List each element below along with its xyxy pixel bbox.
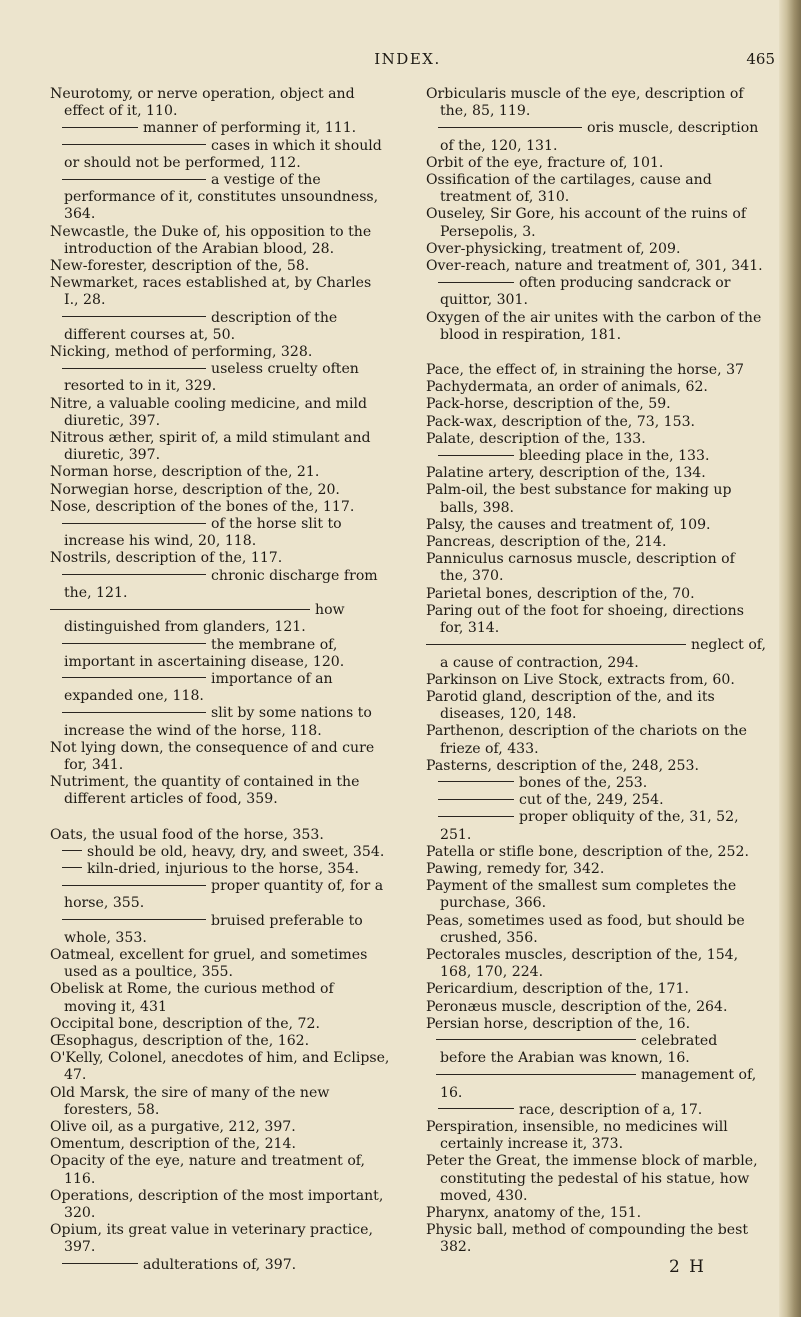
ditto-dash — [62, 712, 206, 713]
index-subentry — [50, 138, 390, 172]
index-entry — [426, 431, 766, 448]
index-entry — [50, 1188, 390, 1222]
index-entry — [426, 913, 766, 947]
entry-text: Newmarket, races established at, by Charles I., 28. — [50, 275, 372, 309]
index-entry — [50, 1016, 390, 1033]
entry-text: Pack-horse, description of the, 59. — [426, 396, 671, 413]
ditto-dash — [436, 1074, 636, 1075]
index-entry — [426, 310, 766, 344]
entry-text: Pawing, remedy for, 342. — [426, 860, 605, 877]
index-subentry — [426, 775, 766, 792]
index-entry — [50, 224, 390, 258]
entry-text: Orbit of the eye, fracture of, 101. — [426, 154, 664, 171]
index-subentry — [50, 913, 390, 947]
index-entry — [50, 981, 390, 1015]
entry-text: kiln-dried, injurious to the horse, 354. — [87, 860, 359, 877]
ditto-dash — [438, 799, 514, 800]
entry-text: Payment of the smallest sum completes the purchase, 366. — [426, 878, 737, 912]
entry-text: Obelisk at Rome, the curious method of moving it, 431 — [50, 981, 334, 1015]
entry-text: Palatine artery, description of the, 134. — [426, 465, 706, 482]
index-entry — [426, 878, 766, 912]
index-entry — [50, 1119, 390, 1136]
ditto-dash — [62, 867, 82, 868]
index-entry — [426, 414, 766, 431]
index-subentry — [426, 792, 766, 809]
entry-text: Patella or stifle bone, description of the, 252. — [426, 843, 749, 860]
entry-text: Physic ball, method of compounding the best 382. — [426, 1222, 748, 1256]
index-subentry — [50, 361, 390, 395]
entry-text: Not lying down, the consequence of and cure for, 341. — [50, 739, 375, 773]
index-entry — [50, 550, 390, 567]
index-entry — [426, 861, 766, 878]
index-entry — [50, 740, 390, 774]
entry-text: how distinguished from glanders, 121. — [64, 602, 345, 636]
index-entry — [50, 1222, 390, 1256]
index-entry — [426, 603, 766, 637]
ditto-dash — [50, 609, 310, 610]
index-entry — [426, 1222, 766, 1256]
entry-text: Pack-wax, description of the, 73, 153. — [426, 413, 696, 430]
entry-text: Parkinson on Live Stock, extracts from, 60. — [426, 671, 735, 688]
index-subentry — [426, 120, 766, 154]
index-subentry — [50, 568, 390, 602]
index-entry — [426, 379, 766, 396]
entry-text: Pace, the effect of, in straining the horse, 37 — [426, 362, 744, 379]
index-entry — [50, 482, 390, 499]
entry-text: Nitre, a valuable cooling medicine, and mild diuretic, 397. — [50, 395, 367, 429]
entry-text: a vestige of the performance of it, constitutes unsoundness, 364. — [64, 172, 379, 223]
index-entry — [426, 689, 766, 723]
index-entry — [426, 86, 766, 120]
index-subentry — [50, 861, 390, 878]
ditto-dash — [62, 1263, 138, 1264]
ditto-dash — [62, 179, 206, 180]
index-entry — [50, 258, 390, 275]
entry-text: Peas, sometimes used as food, but should be crushed, 356. — [426, 912, 745, 946]
index-entry — [426, 1016, 766, 1033]
entry-text: Palate, description of the, 133. — [426, 430, 646, 447]
index-entry — [426, 362, 766, 379]
entry-text: Oatmeal, excellent for gruel, and sometimes used as a poultice, 355. — [50, 946, 368, 981]
entry-text: Oxygen of the air unites with the carbon of the blood in respiration, 181. — [426, 309, 762, 343]
entry-text: Pancreas, description of the, 214. — [426, 534, 667, 551]
entry-text: bruised preferable to whole, 353. — [64, 912, 363, 946]
index-entry — [50, 1136, 390, 1153]
entry-text: Orbicularis muscle of the eye, description of the, 85, 119. — [426, 86, 744, 120]
index-entry — [426, 981, 766, 998]
running-title: INDEX. — [374, 50, 441, 68]
entry-text: importance of an expanded one, 118. — [64, 670, 333, 705]
index-entry — [426, 155, 766, 172]
entry-text: Œsophagus, description of the, 162. — [50, 1032, 310, 1049]
ditto-dash — [62, 574, 206, 575]
section-gap — [426, 344, 766, 362]
index-entry — [426, 396, 766, 413]
entry-text: oris muscle, description of the, 120, 131. — [440, 120, 759, 154]
entry-text: chronic discharge from the, 121. — [64, 567, 378, 601]
entry-text: management of, 16. — [440, 1067, 757, 1101]
index-entry — [50, 499, 390, 516]
ditto-dash — [62, 643, 206, 644]
entry-text: Nicking, method of performing, 328. — [50, 344, 313, 361]
entry-text: Pectorales muscles, description of the, 154, 168, 170, 224. — [426, 946, 739, 981]
index-entry — [50, 396, 390, 430]
entry-text: Occipital bone, description of the, 72. — [50, 1015, 320, 1032]
ditto-dash — [438, 455, 514, 456]
index-entry — [50, 275, 390, 309]
entry-text: Old Marsk, the sire of many of the new foresters, 58. — [50, 1084, 330, 1118]
index-entry — [426, 1205, 766, 1222]
ditto-dash — [438, 1108, 514, 1109]
entry-text: proper quantity of, for a horse, 355. — [64, 878, 384, 912]
index-subentry — [50, 172, 390, 224]
ditto-dash — [436, 1039, 636, 1040]
ditto-dash — [62, 523, 206, 524]
entry-text: Operations, description of the most important, 320. — [50, 1187, 384, 1221]
ditto-dash — [426, 644, 686, 645]
index-entry — [50, 464, 390, 481]
index-entry — [426, 947, 766, 981]
entry-text: Opacity of the eye, nature and treatment of, 116. — [50, 1153, 366, 1187]
entry-text: cases in which it should or should not be performed, 112. — [64, 137, 382, 171]
index-subentry — [50, 1257, 390, 1274]
entry-text: celebrated before the Arabian was known, 16. — [440, 1032, 718, 1067]
index-entry — [50, 430, 390, 464]
ditto-dash — [62, 850, 82, 851]
index-subentry — [426, 1067, 766, 1101]
ditto-dash — [62, 368, 206, 369]
index-entry — [50, 86, 390, 120]
index-column-left — [50, 86, 390, 1274]
entry-text: useless cruelty often resorted to in it, 329. — [64, 361, 359, 395]
entry-text: Pasterns, description of the, 248, 253. — [426, 757, 699, 774]
index-entry — [426, 172, 766, 206]
entry-text: Oats, the usual food of the horse, 353. — [50, 826, 324, 843]
index-entry — [426, 999, 766, 1016]
index-entry — [426, 723, 766, 757]
index-subentry — [50, 844, 390, 861]
index-entry — [426, 241, 766, 258]
index-entry — [426, 465, 766, 482]
index-entry — [50, 947, 390, 981]
entry-text: manner of performing it, 111. — [143, 120, 357, 137]
index-subentry — [50, 705, 390, 739]
index-entry — [426, 258, 766, 275]
index-subentry — [426, 448, 766, 465]
index-entry — [50, 1085, 390, 1119]
index-subentry — [50, 310, 390, 344]
page-number: 465 — [746, 50, 775, 68]
entry-text: Peter the Great, the immense block of marble, constituting the pedestal of his statue, how moved, 430. — [426, 1153, 758, 1204]
entry-text: Peronæus muscle, description of the, 264. — [426, 998, 728, 1015]
index-entry — [426, 672, 766, 689]
index-column-right — [426, 86, 766, 1276]
index-entry — [50, 1153, 390, 1187]
index-entry — [426, 482, 766, 516]
entry-text: bleeding place in the, 133. — [519, 448, 710, 465]
entry-text: Perspiration, insensible, no medicines will certainly increase it, 373. — [426, 1118, 728, 1153]
ditto-dash — [62, 316, 206, 317]
index-subentry — [50, 637, 390, 671]
index-entry — [50, 344, 390, 361]
entry-text: often producing sandcrack or quittor, 301. — [440, 275, 731, 309]
entry-text: Palm-oil, the best substance for making up balls, 398. — [426, 482, 732, 516]
entry-text: Omentum, description of the, 214. — [50, 1136, 296, 1153]
index-subentry — [50, 516, 390, 550]
entry-text: Pericardium, description of the, 171. — [426, 981, 689, 998]
entry-text: Over-physicking, treatment of, 209. — [426, 240, 681, 257]
index-entry — [426, 1153, 766, 1205]
entry-text: Neurotomy, or nerve operation, object and effect of it, 110. — [50, 86, 355, 120]
entry-text: Persian horse, description of the, 16. — [426, 1015, 691, 1032]
index-subentry — [426, 809, 766, 843]
index-entry — [426, 551, 766, 585]
index-entry — [50, 827, 390, 844]
index-subentry — [50, 602, 390, 636]
index-subentry — [426, 1102, 766, 1119]
ditto-dash — [438, 127, 582, 128]
ditto-dash — [438, 816, 514, 817]
entry-text: Nitrous æther, spirit of, a mild stimulant and diuretic, 397. — [50, 430, 371, 464]
index-entry — [50, 774, 390, 808]
ditto-dash — [62, 144, 206, 145]
entry-text: Palsy, the causes and treatment of, 109. — [426, 516, 711, 533]
ditto-dash — [62, 677, 206, 678]
entry-text: the membrane of, important in ascertaining disease, 120. — [64, 636, 345, 670]
index-entry — [50, 1033, 390, 1050]
entry-text: race, description of a, 17. — [519, 1101, 703, 1118]
index-entry — [426, 844, 766, 861]
ditto-dash — [62, 127, 138, 128]
index-entry — [426, 758, 766, 775]
ditto-dash — [62, 919, 206, 920]
section-gap — [50, 809, 390, 827]
entry-text: Ossification of the cartilages, cause and treatment of, 310. — [426, 172, 712, 206]
entry-text: adulterations of, 397. — [143, 1256, 297, 1273]
entry-text: Ouseley, Sir Gore, his account of the ruins of Persepolis, 3. — [426, 206, 747, 240]
entry-text: neglect of, a cause of contraction, 294. — [440, 637, 767, 671]
entry-text: of the horse slit to increase his wind, 20, 118. — [64, 516, 342, 550]
index-subentry — [426, 1033, 766, 1067]
entry-text: cut of the, 249, 254. — [519, 792, 664, 809]
page-edge-shadow — [779, 0, 801, 1317]
index-entry — [50, 1050, 390, 1084]
entry-text: O'Kelly, Colonel, anecdotes of him, and Eclipse, 47. — [50, 1050, 390, 1084]
entry-text: Norwegian horse, description of the, 20. — [50, 481, 340, 498]
entry-text: Paring out of the foot for shoeing, directions for, 314. — [426, 602, 744, 637]
entry-text: Parotid gland, description of the, and its diseases, 120, 148. — [426, 688, 715, 723]
index-entry — [426, 586, 766, 603]
entry-text: Nutriment, the quantity of contained in the different articles of food, 359. — [50, 774, 360, 808]
ditto-dash — [62, 885, 206, 886]
entry-text: should be old, heavy, dry, and sweet, 354. — [87, 843, 385, 860]
index-entry — [426, 206, 766, 240]
entry-text: Pharynx, anatomy of the, 151. — [426, 1205, 642, 1221]
index-subentry — [50, 878, 390, 912]
entry-text: Parietal bones, description of the, 70. — [426, 585, 695, 602]
index-subentry — [426, 637, 766, 671]
running-header — [40, 48, 775, 72]
signature-mark: 2 H — [668, 1256, 706, 1277]
entry-text: Panniculus carnosus muscle, description of the, 370. — [426, 551, 735, 585]
index-subentry — [50, 671, 390, 705]
entry-text: Over-reach, nature and treatment of, 301, 341. — [426, 258, 763, 275]
entry-text: proper obliquity of the, 31, 52, 251. — [440, 809, 739, 843]
entry-text: Nostrils, description of the, 117. — [50, 550, 283, 567]
ditto-dash — [438, 781, 514, 782]
ditto-dash — [438, 282, 514, 283]
entry-text: description of the different courses at, 50. — [64, 309, 338, 343]
index-entry — [426, 534, 766, 551]
entry-text: Parthenon, description of the chariots on the frieze of, 433. — [426, 723, 747, 757]
entry-text: Norman horse, description of the, 21. — [50, 464, 320, 481]
entry-text: slit by some nations to increase the wind of the horse, 118. — [64, 705, 372, 739]
index-subentry — [426, 275, 766, 309]
index-entry — [426, 517, 766, 534]
entry-text: bones of the, 253. — [519, 774, 648, 791]
index-subentry — [50, 120, 390, 137]
entry-text: Opium, its great value in veterinary practice, 397. — [50, 1222, 374, 1256]
entry-text: New-forester, description of the, 58. — [50, 258, 310, 275]
entry-text: Newcastle, the Duke of, his opposition to the introduction of the Arabian blood, 28. — [50, 223, 372, 257]
entry-text: Olive oil, as a purgative, 212, 397. — [50, 1118, 296, 1135]
entry-text: Nose, description of the bones of the, 117. — [50, 498, 355, 515]
index-entry — [426, 1119, 766, 1153]
entry-text: Pachydermata, an order of animals, 62. — [426, 379, 708, 396]
